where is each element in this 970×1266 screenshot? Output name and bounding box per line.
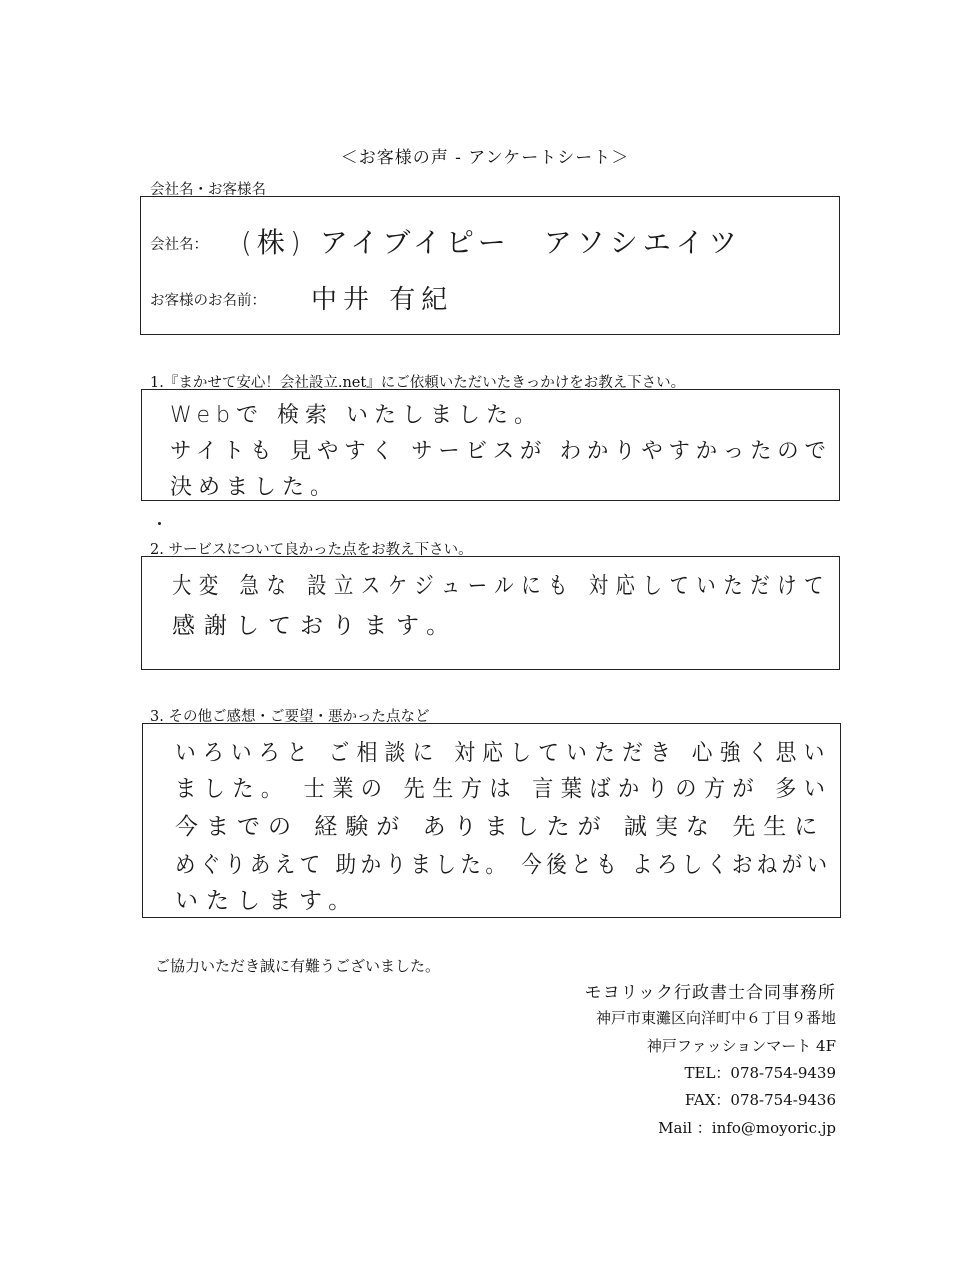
company-section-heading: 会社名・お客様名 (150, 182, 266, 198)
answer-line: Webで 検索 いたしました。 (170, 403, 542, 428)
answer-line: サイトも 見やすく サービスが わかりやすかったので (170, 439, 832, 464)
customer-label: お客様のお名前： (150, 293, 266, 309)
answer-line: ました。 士業の 先生方は 言葉ばかりの方が 多い (175, 776, 833, 802)
question-2-answer-box (141, 556, 840, 670)
office-address-2: 神戸ファッションマート 4F (646, 1037, 836, 1055)
answer-line: 今までの 経験が ありましたが 誠実な 先生に (175, 814, 826, 840)
customer-value: 中井 有紀 (311, 285, 454, 315)
office-tel: TEL：078-754-9439 (684, 1064, 836, 1082)
question-2-label: 2. サービスについて良かった点をお教え下さい。 (150, 542, 473, 558)
answer-line: 決めました。 (170, 475, 339, 500)
question-1-answer-box (141, 389, 840, 501)
answer-line: いろいろと ご相談に 対応していただき 心強く思い (175, 740, 832, 766)
company-label: 会社名： (150, 237, 208, 253)
question-1-label: 1.『まかせて安心！会社設立.net』にご依頼いただいたきっかけをお教え下さい。 (150, 375, 686, 391)
answer-line: いたします。 (175, 888, 360, 914)
answer-line: 大変 急な 設立スケジュールにも 対応していただけて (172, 573, 831, 599)
page-title: ＜お客様の声 - アンケートシート＞ (340, 148, 630, 168)
stray-mark (158, 522, 161, 525)
office-mail[interactable]: Mail ：info@moyoric.jp (658, 1119, 836, 1137)
company-box (140, 196, 840, 335)
answer-line: めぐりあえて 助かりました。 今後とも よろしくおねがい (175, 852, 832, 878)
company-value: (株) アイブイピー アソシエイツ (241, 226, 742, 259)
question-3-answer-box (142, 723, 841, 918)
question-3-label: 3. その他ご感想・ご要望・悪かった点など (150, 709, 430, 725)
office-name: モヨリック行政書士合同事務所 (584, 983, 836, 1003)
answer-line: 感謝しております。 (172, 613, 459, 639)
office-address-1: 神戸市東灘区向洋町中６丁目９番地 (595, 1009, 836, 1027)
office-fax: FAX：078-754-9436 (684, 1091, 836, 1109)
thanks-message: ご協力いただき誠に有難うございました。 (155, 957, 441, 975)
